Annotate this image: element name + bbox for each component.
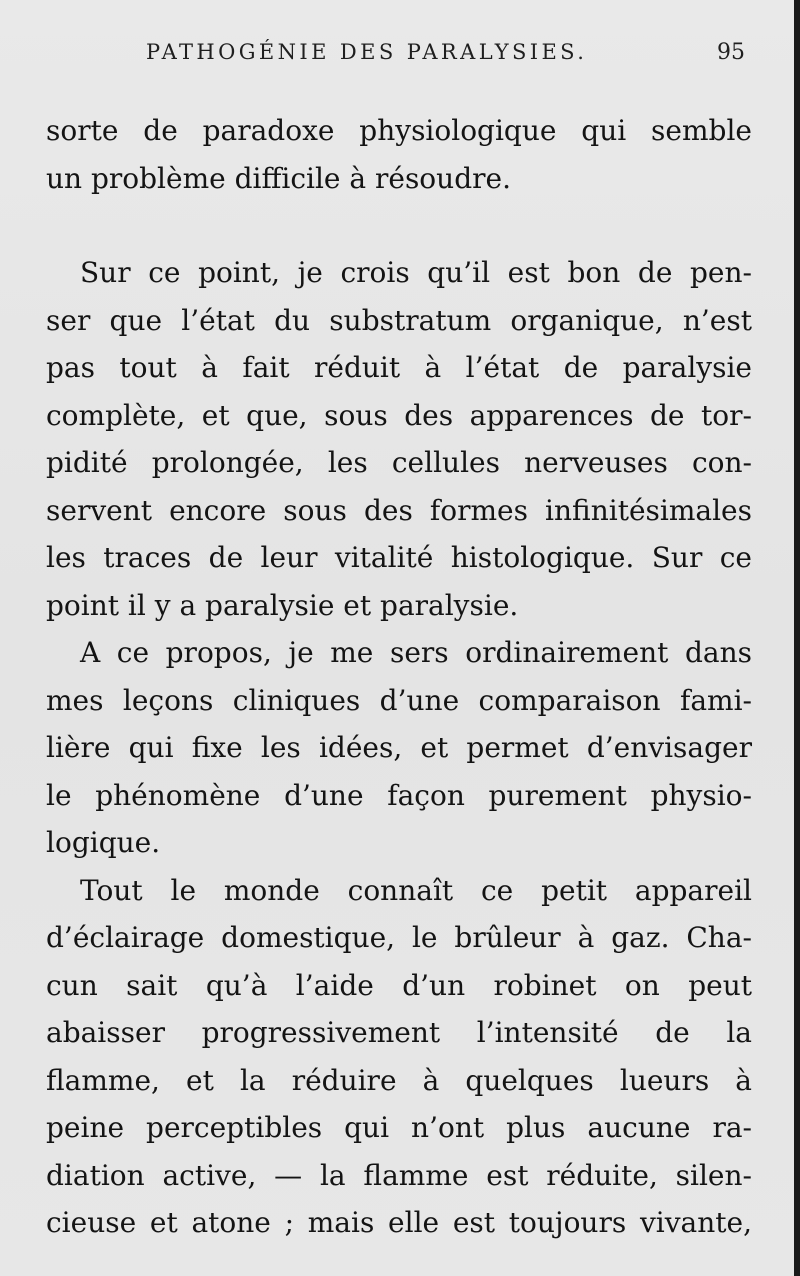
text-line: mes leçons cliniques d’une comparaison fami-: [46, 683, 752, 717]
text-line: ser que l’état du substratum organique, n’est: [46, 303, 752, 337]
text-line: le phénomène d’une façon purement physio-: [46, 778, 752, 812]
text-line: cun sait qu’à l’aide d’un robinet on peut: [46, 968, 752, 1002]
running-head: [0, 40, 800, 76]
text-line: lière qui fixe les idées, et permet d’envisager: [46, 731, 752, 764]
text-line: sorte de paradoxe physiologique qui semble: [46, 114, 752, 147]
text-line: flamme, et la réduire à quelques lueurs à: [46, 1063, 752, 1097]
text-line: diation active, — la flamme est réduite, silen-: [46, 1158, 752, 1192]
text-line: complète, et que, sous des apparences de tor-: [46, 398, 752, 432]
text-line: peine perceptibles qui n’ont plus aucune ra-: [46, 1111, 752, 1144]
paragraph-1: [46, 107, 752, 202]
body-text: [46, 107, 752, 1247]
text-line: Tout le monde connaît ce petit appareil: [80, 873, 752, 907]
paragraph-2: [46, 249, 752, 629]
text-line: point il y a paralysie et paralysie.: [46, 588, 519, 622]
text-line: les traces de leur vitalité histologique. Sur ce: [46, 541, 752, 574]
text-line: abaisser progressivement l’intensité de la: [46, 1016, 752, 1049]
paragraph-3: [46, 629, 752, 867]
text-line: pidité prolongée, les cellules nerveuses con-: [46, 446, 752, 479]
text-line: cieuse et atone ; mais elle est toujours vivante,: [46, 1206, 752, 1239]
paragraph-spacer: [46, 202, 752, 249]
paragraph-4: [46, 867, 752, 1247]
text-line: A ce propos, je me sers ordinairement dans: [80, 636, 752, 669]
running-title: PATHOGÉNIE DES PARALYSIES.: [146, 40, 588, 64]
text-line: servent encore sous des formes infinitésimales: [46, 493, 752, 527]
text-line: Sur ce point, je crois qu’il est bon de pen-: [80, 256, 752, 289]
text-line: un problème difficile à résoudre.: [46, 161, 511, 195]
text-line: pas tout à fait réduit à l’état de paralysie: [46, 351, 752, 384]
text-line: d’éclairage domestique, le brûleur à gaz. Cha-: [46, 921, 752, 954]
page-number: 95: [717, 40, 745, 65]
text-line: logique.: [46, 826, 161, 859]
